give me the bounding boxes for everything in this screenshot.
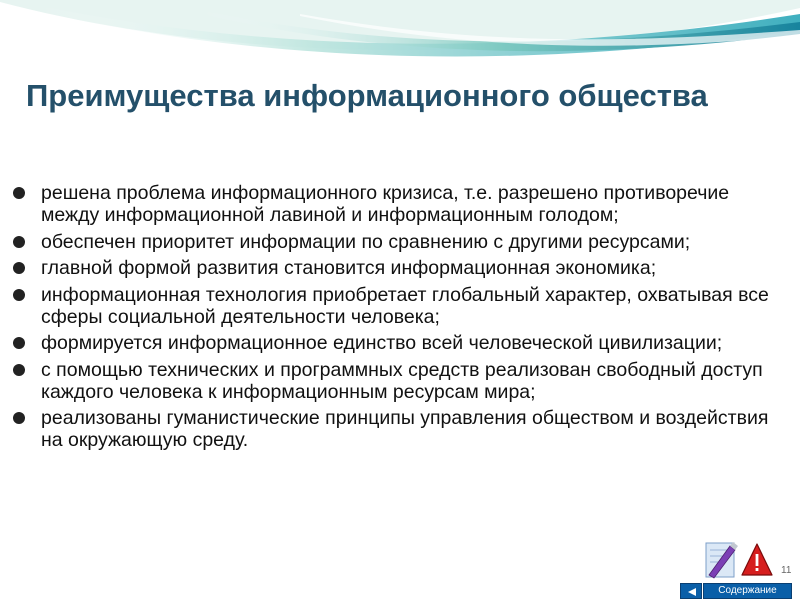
bullet-dot-icon [13,289,25,301]
bullet-text: формируется информационное единство всей человеческой цивилизации; [41,332,723,354]
bullet-dot-icon [13,364,25,376]
back-arrow-icon [686,587,698,597]
back-button[interactable] [680,583,702,599]
bullet-item [10,332,785,354]
bullet-dot-icon [13,236,25,248]
bullet-item [10,359,785,403]
bullet-dot-icon [13,337,25,349]
bullet-item [10,231,785,253]
bullet-text: решена проблема информационного кризиса, т.е. разрешено противоречие между информационной лавиной и информационным голодом; [41,182,730,226]
bullet-item [10,257,785,279]
contents-button[interactable]: Содержание [703,583,792,599]
warning-icon[interactable] [742,544,772,575]
action-icons [703,541,775,579]
bullet-list [10,182,785,456]
bullet-dot-icon [13,187,25,199]
bullet-text: реализованы гуманистические принципы управления обществом и воздействия на окружающую среду. [41,407,769,451]
bullet-text: главной формой развития становится информационная экономика; [41,257,657,279]
page-number: 11 [781,565,792,576]
header-decoration [0,0,800,80]
navigation-bar [680,583,792,599]
bullet-text: информационная технология приобретает глобальный характер, охватывая все сферы социальной деятельности человека; [41,283,769,328]
bullet-item [10,284,785,328]
bullet-dot-icon [13,412,25,424]
slide-title: Преимущества информационного общества [26,78,708,113]
bullet-text: с помощью технических и программных средств реализован свободный доступ каждого человека к информационным ресурсам мира; [41,358,763,403]
bullet-dot-icon [13,262,25,274]
bullet-text: обеспечен приоритет информации по сравнению с другими ресурсами; [41,230,691,253]
bullet-item [10,407,785,451]
bullet-item [10,182,785,226]
pen-icon[interactable] [706,542,738,578]
